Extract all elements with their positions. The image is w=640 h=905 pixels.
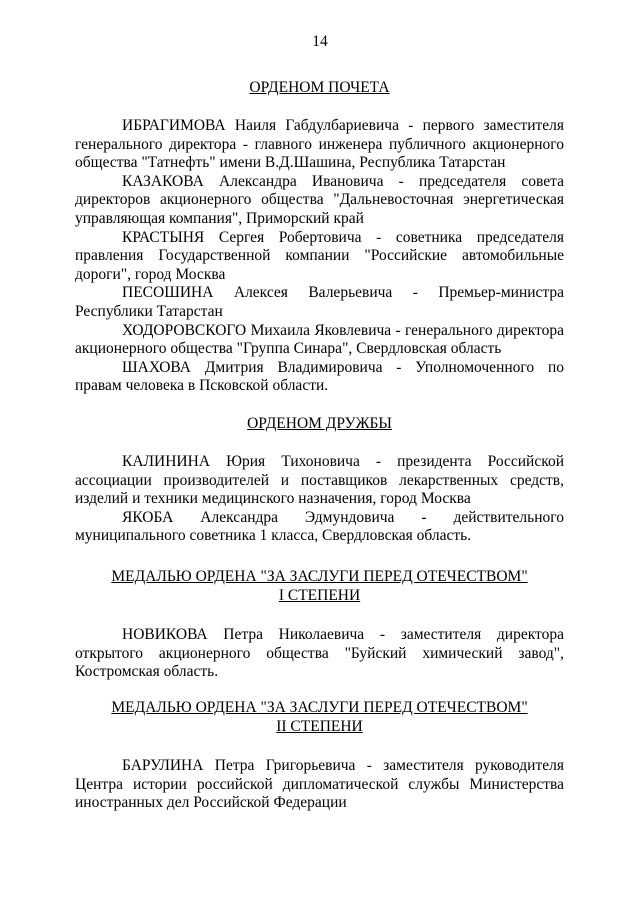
page-number: 14 bbox=[312, 33, 328, 50]
award-entry bbox=[75, 173, 564, 229]
section-order-of-friendship bbox=[75, 414, 564, 546]
section-heading bbox=[75, 414, 564, 433]
recipient-details: Михаила Яковлевича - генерального директора акционерного общества "Группа Синара", Свердловская область bbox=[75, 321, 565, 358]
award-entry bbox=[75, 509, 564, 546]
section-heading bbox=[75, 698, 564, 736]
recipient-details: Петра Николаевича - заместителя директора открытого акционерного общества "Буйский химический завод", Костромская область. bbox=[75, 626, 564, 681]
recipient-details: Сергея Робертовича - советника председателя правления Государственной компании "Российские автомобильные дороги", город Москва bbox=[75, 228, 564, 283]
recipient-details: Петра Григорьевича - заместителя руководителя Центра истории российской дипломатической службы Министерства иностранных дел Российской Федерации bbox=[75, 757, 564, 812]
heading-line: МЕДАЛЬЮ ОРДЕНА "ЗА ЗАСЛУГИ ПЕРЕД ОТЕЧЕСТВОМ" bbox=[111, 699, 528, 716]
section-order-of-honor bbox=[75, 78, 564, 396]
heading-line: МЕДАЛЬЮ ОРДЕНА "ЗА ЗАСЛУГИ ПЕРЕД ОТЕЧЕСТВОМ" bbox=[111, 568, 528, 585]
recipient-surname: ЯКОБА bbox=[122, 508, 174, 526]
recipient-surname: КАЛИНИНА bbox=[122, 453, 211, 470]
heading-line: ОРДЕНОМ ДРУЖБЫ bbox=[247, 415, 392, 432]
recipient-surname: ХОДОРОВСКОГО bbox=[122, 321, 247, 339]
recipient-details: Юрия Тихоновича - президента Российской ассоциации производителей и поставщиков лекарственных средств, изделий и техники медицинского назначения, город Москва bbox=[75, 453, 565, 508]
recipient-details: Дмитрия Владимировича - Уполномоченного по правам человека в Псковской области. bbox=[75, 358, 564, 395]
recipient-surname: ШАХОВА bbox=[122, 358, 191, 376]
recipient-surname: ИБРАГИМОВА bbox=[122, 117, 226, 134]
heading-line: ОРДЕНОМ ПОЧЕТА bbox=[249, 79, 390, 96]
award-entry bbox=[75, 453, 564, 509]
section-medal-first-degree bbox=[75, 567, 564, 682]
heading-line: I СТЕПЕНИ bbox=[278, 587, 361, 604]
recipient-surname: КРАСТЫНЯ bbox=[122, 228, 205, 246]
recipient-surname: НОВИКОВА bbox=[122, 626, 208, 643]
award-entry bbox=[75, 359, 564, 396]
recipient-surname: ПЕСОШИНА bbox=[122, 284, 214, 302]
section-heading bbox=[75, 567, 564, 605]
recipient-surname: БАРУЛИНА bbox=[122, 757, 204, 774]
recipient-details: Александра Эдмундовича - действительного муниципального советника 1 класса, Свердловская область. bbox=[75, 508, 564, 545]
award-entry bbox=[75, 117, 564, 173]
award-entry bbox=[75, 322, 564, 359]
award-entry bbox=[75, 626, 564, 682]
recipient-details: Наиля Габдулбариевича - первого заместителя генерального директора - главного инженера публичного акционерного общества "Татнефть" имени В.Д.Шашина, Республика Татарстан bbox=[75, 117, 565, 172]
recipient-details: Александра Ивановича - председателя совета директоров акционерного общества "Дальневосточная энергетическая управляющая компания", Приморский край bbox=[75, 172, 564, 227]
section-heading bbox=[75, 78, 564, 97]
award-entry bbox=[75, 757, 564, 813]
award-entry bbox=[75, 229, 564, 285]
section-medal-second-degree bbox=[75, 698, 564, 813]
recipient-surname: КАЗАКОВА bbox=[122, 172, 204, 190]
heading-line: II СТЕПЕНИ bbox=[276, 718, 363, 735]
recipient-details: Алексея Валерьевича - Премьер-министра Республики Татарстан bbox=[75, 284, 565, 320]
award-entry bbox=[75, 284, 564, 321]
